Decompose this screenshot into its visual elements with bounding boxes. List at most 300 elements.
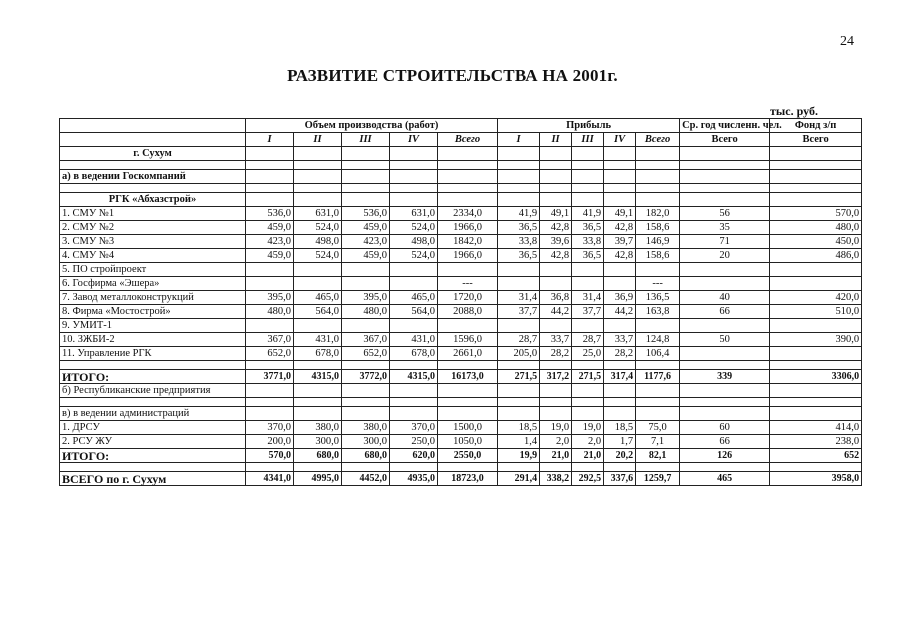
- staff-value: 465: [680, 472, 770, 486]
- table-row: [60, 435, 862, 449]
- production-value: 631,0: [390, 207, 438, 221]
- empty-cell: [680, 407, 770, 421]
- grand-total-row: [60, 472, 862, 486]
- production-value: 1500,0: [438, 421, 498, 435]
- empty-cell: [438, 463, 498, 472]
- production-value: 459,0: [246, 221, 294, 235]
- production-value: 459,0: [342, 221, 390, 235]
- production-value: 18723,0: [438, 472, 498, 486]
- section-city: [60, 147, 862, 161]
- empty-cell: [390, 193, 438, 207]
- section-republican: [60, 384, 862, 398]
- profit-value: 146,9: [636, 235, 680, 249]
- production-value: 423,0: [246, 235, 294, 249]
- empty-cell: [680, 361, 770, 370]
- empty-cell: [770, 170, 862, 184]
- section-administrations: [60, 407, 862, 421]
- table-body: [60, 147, 862, 486]
- production-value: 1720,0: [438, 291, 498, 305]
- profit-value: 158,6: [636, 249, 680, 263]
- empty-cell: [636, 463, 680, 472]
- empty-cell: [636, 361, 680, 370]
- fund-value: 3958,0: [770, 472, 862, 486]
- empty-cell: [438, 147, 498, 161]
- empty-cell: [770, 361, 862, 370]
- empty-cell: [498, 147, 540, 161]
- production-value: 4935,0: [390, 472, 438, 486]
- staff-value: 56: [680, 207, 770, 221]
- production-value: [438, 263, 498, 277]
- row-name: 2. СМУ №2: [60, 221, 246, 235]
- row-name: 9. УМИТ-1: [60, 319, 246, 333]
- empty-cell: [60, 161, 246, 170]
- production-value: 680,0: [342, 449, 390, 463]
- header-quarter-4: IV: [390, 133, 438, 147]
- empty-cell: [294, 193, 342, 207]
- fund-value: [770, 263, 862, 277]
- empty-cell: [572, 147, 604, 161]
- empty-cell: [60, 184, 246, 193]
- empty-cell: [540, 161, 572, 170]
- empty-cell: [604, 407, 636, 421]
- empty-cell: [770, 398, 862, 407]
- profit-value: 19,0: [540, 421, 572, 435]
- header-wage-fund: Фонд з/п: [770, 119, 862, 133]
- staff-value: 20: [680, 249, 770, 263]
- production-value: 1966,0: [438, 249, 498, 263]
- production-value: 367,0: [246, 333, 294, 347]
- production-value: 564,0: [294, 305, 342, 319]
- header-quarter-1: I: [246, 133, 294, 147]
- table-row: [60, 291, 862, 305]
- empty-cell: [680, 170, 770, 184]
- fund-value: 570,0: [770, 207, 862, 221]
- row-name: 1. ДРСУ: [60, 421, 246, 435]
- production-value: 250,0: [390, 435, 438, 449]
- section-state-companies: [60, 170, 862, 184]
- fund-value: 238,0: [770, 435, 862, 449]
- row-name: 7. Завод металлоконструкций: [60, 291, 246, 305]
- empty-cell: [540, 384, 572, 398]
- profit-value: 49,1: [604, 207, 636, 221]
- table-row: [60, 221, 862, 235]
- empty-cell: [438, 384, 498, 398]
- empty-cell: [680, 147, 770, 161]
- profit-value: 2,0: [572, 435, 604, 449]
- fund-value: 420,0: [770, 291, 862, 305]
- fund-value: [770, 347, 862, 361]
- empty-cell: [680, 184, 770, 193]
- production-value: 652,0: [342, 347, 390, 361]
- profit-value: 42,8: [604, 249, 636, 263]
- profit-value: [498, 319, 540, 333]
- production-value: 480,0: [342, 305, 390, 319]
- production-value: 524,0: [390, 221, 438, 235]
- production-value: 200,0: [246, 435, 294, 449]
- profit-value: 33,7: [604, 333, 636, 347]
- empty-cell: [572, 398, 604, 407]
- profit-value: 182,0: [636, 207, 680, 221]
- header-avg-staff: Ср. год численн. чел.: [680, 119, 770, 133]
- empty-cell: [438, 170, 498, 184]
- profit-value: 37,7: [572, 305, 604, 319]
- production-value: 370,0: [390, 421, 438, 435]
- production-value: 1966,0: [438, 221, 498, 235]
- production-value: [246, 263, 294, 277]
- table-header: [60, 119, 862, 147]
- empty-cell: [572, 384, 604, 398]
- row-name: 4. СМУ №4: [60, 249, 246, 263]
- empty-cell: [572, 193, 604, 207]
- empty-cell: [604, 161, 636, 170]
- empty-cell: [604, 184, 636, 193]
- profit-value: 19,0: [572, 421, 604, 435]
- production-value: 480,0: [246, 305, 294, 319]
- empty-cell: [342, 147, 390, 161]
- staff-value: 35: [680, 221, 770, 235]
- production-value: 465,0: [390, 291, 438, 305]
- production-value: 1596,0: [438, 333, 498, 347]
- empty-cell: [498, 361, 540, 370]
- profit-value: 317,2: [540, 370, 572, 384]
- production-value: [294, 319, 342, 333]
- production-value: 459,0: [342, 249, 390, 263]
- production-value: [342, 263, 390, 277]
- production-value: 3771,0: [246, 370, 294, 384]
- table-row: [60, 347, 862, 361]
- production-value: 465,0: [294, 291, 342, 305]
- production-value: 2661,0: [438, 347, 498, 361]
- production-value: 431,0: [390, 333, 438, 347]
- production-value: 300,0: [342, 435, 390, 449]
- profit-value: 19,9: [498, 449, 540, 463]
- empty-cell: [390, 147, 438, 161]
- profit-value: 33,8: [572, 235, 604, 249]
- production-value: 680,0: [294, 449, 342, 463]
- profit-value: 36,9: [604, 291, 636, 305]
- units-label: тыс. руб.: [770, 104, 818, 118]
- empty-cell: [604, 463, 636, 472]
- profit-value: 2,0: [540, 435, 572, 449]
- table-row: [60, 421, 862, 435]
- empty-cell: [540, 361, 572, 370]
- empty-cell: [342, 463, 390, 472]
- production-value: [246, 319, 294, 333]
- section-rgk: [60, 193, 862, 207]
- production-value: [390, 319, 438, 333]
- production-value: [342, 319, 390, 333]
- empty-cell: [390, 161, 438, 170]
- profit-value: 44,2: [604, 305, 636, 319]
- empty-cell: [342, 361, 390, 370]
- staff-value: [680, 263, 770, 277]
- empty-cell: [438, 193, 498, 207]
- empty-cell: [680, 398, 770, 407]
- spacer-row: [60, 463, 862, 472]
- empty-cell: [540, 463, 572, 472]
- production-value: 4315,0: [294, 370, 342, 384]
- staff-value: 66: [680, 435, 770, 449]
- profit-value: 28,2: [604, 347, 636, 361]
- profit-value: [498, 263, 540, 277]
- empty-cell: [572, 170, 604, 184]
- profit-value: [636, 263, 680, 277]
- profit-value: 33,8: [498, 235, 540, 249]
- empty-cell: [342, 193, 390, 207]
- profit-value: 205,0: [498, 347, 540, 361]
- table-row: [60, 235, 862, 249]
- empty-cell: [770, 147, 862, 161]
- empty-cell: [294, 407, 342, 421]
- production-value: 395,0: [342, 291, 390, 305]
- empty-cell: [498, 398, 540, 407]
- profit-value: 1177,6: [636, 370, 680, 384]
- row-name: 2. РСУ ЖУ: [60, 435, 246, 449]
- empty-cell: [294, 398, 342, 407]
- production-value: 423,0: [342, 235, 390, 249]
- empty-cell: [246, 407, 294, 421]
- empty-cell: [246, 384, 294, 398]
- profit-value: [636, 319, 680, 333]
- empty-cell: [246, 147, 294, 161]
- profit-value: 42,8: [540, 249, 572, 263]
- empty-cell: [60, 361, 246, 370]
- empty-cell: [680, 463, 770, 472]
- fund-value: 450,0: [770, 235, 862, 249]
- production-value: 1842,0: [438, 235, 498, 249]
- empty-cell: [438, 398, 498, 407]
- profit-value: 31,4: [498, 291, 540, 305]
- production-value: [390, 263, 438, 277]
- profit-value: 163,8: [636, 305, 680, 319]
- header-blank: [60, 119, 246, 133]
- empty-cell: [540, 147, 572, 161]
- empty-cell: [680, 193, 770, 207]
- production-value: 620,0: [390, 449, 438, 463]
- production-value: 536,0: [246, 207, 294, 221]
- empty-cell: [572, 184, 604, 193]
- empty-cell: [438, 407, 498, 421]
- profit-value: 28,7: [498, 333, 540, 347]
- empty-cell: [680, 384, 770, 398]
- profit-value: 36,5: [498, 249, 540, 263]
- empty-cell: [770, 161, 862, 170]
- empty-cell: [572, 361, 604, 370]
- profit-value: 49,1: [540, 207, 572, 221]
- empty-cell: [294, 170, 342, 184]
- profit-value: 28,7: [572, 333, 604, 347]
- empty-cell: [540, 407, 572, 421]
- production-value: [294, 263, 342, 277]
- empty-cell: [246, 193, 294, 207]
- spacer-row: [60, 361, 862, 370]
- table-row: [60, 263, 862, 277]
- staff-value: 40: [680, 291, 770, 305]
- profit-value: 20,2: [604, 449, 636, 463]
- empty-cell: [390, 170, 438, 184]
- empty-cell: [636, 398, 680, 407]
- production-value: 524,0: [390, 249, 438, 263]
- production-value: 4452,0: [342, 472, 390, 486]
- staff-value: 126: [680, 449, 770, 463]
- header-production: Объем производства (работ): [246, 119, 498, 133]
- empty-cell: [246, 170, 294, 184]
- profit-value: 158,6: [636, 221, 680, 235]
- header-profit: Прибыль: [498, 119, 680, 133]
- production-value: 380,0: [294, 421, 342, 435]
- empty-cell: [390, 184, 438, 193]
- empty-cell: [770, 407, 862, 421]
- empty-cell: [572, 161, 604, 170]
- profit-value: 7,1: [636, 435, 680, 449]
- profit-value: [604, 263, 636, 277]
- profit-value: 337,6: [604, 472, 636, 486]
- production-value: 2550,0: [438, 449, 498, 463]
- production-value: 395,0: [246, 291, 294, 305]
- profit-value: 41,9: [498, 207, 540, 221]
- empty-cell: [636, 147, 680, 161]
- empty-cell: [770, 384, 862, 398]
- profit-value: 75,0: [636, 421, 680, 435]
- profit-value: [540, 319, 572, 333]
- staff-value: 339: [680, 370, 770, 384]
- empty-cell: [438, 184, 498, 193]
- profit-value: [540, 277, 572, 291]
- profit-value: [540, 263, 572, 277]
- staff-value: 66: [680, 305, 770, 319]
- empty-cell: [294, 463, 342, 472]
- empty-cell: [246, 184, 294, 193]
- header-quarter-2: II: [294, 133, 342, 147]
- table-row: [60, 319, 862, 333]
- profit-value: 36,5: [498, 221, 540, 235]
- production-value: 16173,0: [438, 370, 498, 384]
- construction-report-table: [59, 118, 862, 486]
- empty-cell: [636, 384, 680, 398]
- empty-cell: [246, 161, 294, 170]
- spacer-row: [60, 184, 862, 193]
- fund-value: 480,0: [770, 221, 862, 235]
- empty-cell: [438, 361, 498, 370]
- profit-value: 18,5: [498, 421, 540, 435]
- production-value: 2334,0: [438, 207, 498, 221]
- section-label: а) в ведении Госкомпаний: [60, 170, 246, 184]
- empty-cell: [540, 170, 572, 184]
- empty-cell: [498, 184, 540, 193]
- staff-value: [680, 319, 770, 333]
- profit-value: 25,0: [572, 347, 604, 361]
- section-label: г. Сухум: [60, 147, 246, 161]
- production-value: 524,0: [294, 249, 342, 263]
- empty-cell: [636, 170, 680, 184]
- header-staff-total: Всего: [680, 133, 770, 147]
- section-label: б) Республиканские предприятия: [60, 384, 246, 398]
- production-value: 370,0: [246, 421, 294, 435]
- staff-value: 50: [680, 333, 770, 347]
- empty-cell: [294, 147, 342, 161]
- profit-value: 42,8: [604, 221, 636, 235]
- profit-value: 33,7: [540, 333, 572, 347]
- fund-value: 390,0: [770, 333, 862, 347]
- fund-value: 414,0: [770, 421, 862, 435]
- table-row: [60, 249, 862, 263]
- profit-value: 82,1: [636, 449, 680, 463]
- empty-cell: [342, 384, 390, 398]
- staff-value: 71: [680, 235, 770, 249]
- total-row-admin: [60, 449, 862, 463]
- production-value: 431,0: [294, 333, 342, 347]
- profit-value: 1,7: [604, 435, 636, 449]
- row-name: 10. ЗЖБИ-2: [60, 333, 246, 347]
- empty-cell: [438, 161, 498, 170]
- spacer-row: [60, 161, 862, 170]
- empty-cell: [498, 193, 540, 207]
- empty-cell: [60, 398, 246, 407]
- production-value: 652,0: [246, 347, 294, 361]
- empty-cell: [390, 361, 438, 370]
- header-quarter-3: III: [342, 133, 390, 147]
- empty-cell: [540, 193, 572, 207]
- empty-cell: [390, 407, 438, 421]
- production-value: 3772,0: [342, 370, 390, 384]
- header-blank: [60, 133, 246, 147]
- production-value: 564,0: [390, 305, 438, 319]
- total-row-rgk: [60, 370, 862, 384]
- empty-cell: [680, 161, 770, 170]
- profit-value: 1,4: [498, 435, 540, 449]
- profit-value: 136,5: [636, 291, 680, 305]
- empty-cell: [540, 398, 572, 407]
- profit-value: 44,2: [540, 305, 572, 319]
- empty-cell: [770, 463, 862, 472]
- profit-value: 21,0: [540, 449, 572, 463]
- production-value: 380,0: [342, 421, 390, 435]
- empty-cell: [498, 384, 540, 398]
- profit-value: 292,5: [572, 472, 604, 486]
- profit-value: 31,4: [572, 291, 604, 305]
- empty-cell: [636, 193, 680, 207]
- empty-cell: [604, 170, 636, 184]
- profit-value: [572, 263, 604, 277]
- empty-cell: [498, 407, 540, 421]
- production-value: 367,0: [342, 333, 390, 347]
- section-label: РГК «Абхазстрой»: [60, 193, 246, 207]
- profit-value: 291,4: [498, 472, 540, 486]
- profit-value: [604, 277, 636, 291]
- empty-cell: [342, 398, 390, 407]
- production-value: [246, 277, 294, 291]
- empty-cell: [390, 463, 438, 472]
- table-row: [60, 277, 862, 291]
- profit-value: 36,5: [572, 249, 604, 263]
- empty-cell: [604, 147, 636, 161]
- production-value: 459,0: [246, 249, 294, 263]
- empty-cell: [498, 463, 540, 472]
- profit-value: 28,2: [540, 347, 572, 361]
- production-value: 300,0: [294, 435, 342, 449]
- profit-value: 1259,7: [636, 472, 680, 486]
- empty-cell: [498, 161, 540, 170]
- row-name: ВСЕГО по г. Сухум: [60, 472, 246, 486]
- fund-value: 486,0: [770, 249, 862, 263]
- empty-cell: [572, 407, 604, 421]
- empty-cell: [390, 398, 438, 407]
- production-value: 4995,0: [294, 472, 342, 486]
- header-fund-total: Всего: [770, 133, 862, 147]
- profit-value: 36,8: [540, 291, 572, 305]
- empty-cell: [604, 398, 636, 407]
- production-value: 498,0: [294, 235, 342, 249]
